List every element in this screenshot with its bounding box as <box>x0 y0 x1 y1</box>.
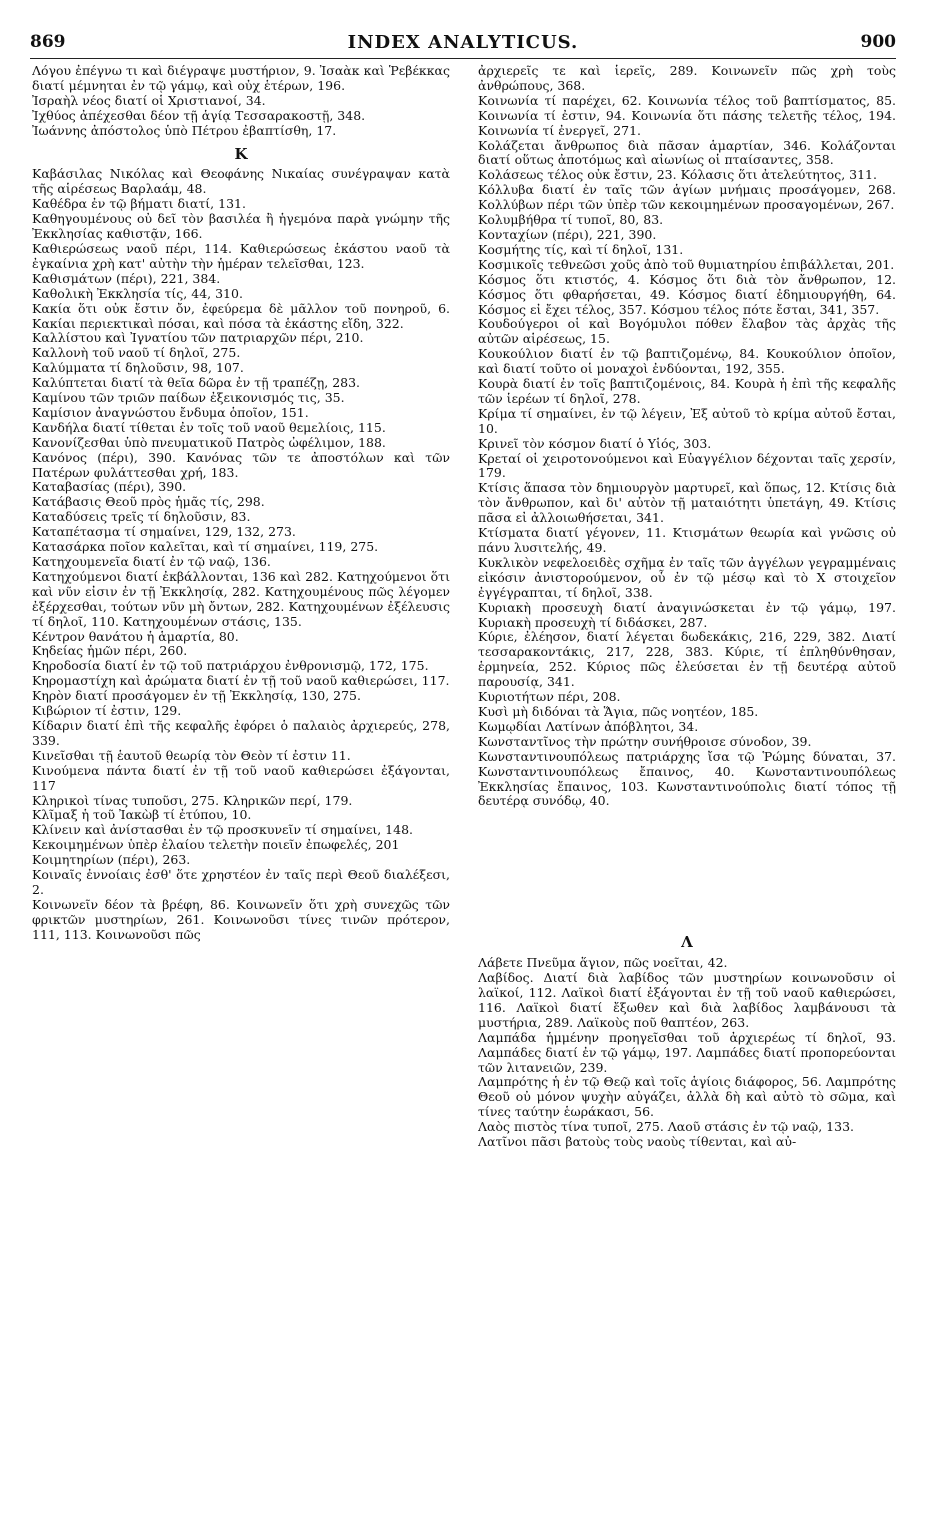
running-title: INDEX ANALYTICUS. <box>347 32 579 53</box>
index-entry: Κανονίζεσθαι ὑπὸ πνευματικοῦ Πατρὸς ὠφέλιμον, 188. <box>32 434 386 450</box>
index-entry: Κληρικοὶ τίνας τυποῦσι, 275. Κληρικῶν περί, 179. <box>32 792 353 808</box>
index-entry: Κυκλικὸν νεφελοειδὲς σχῆμα ἐν ταῖς τῶν ἀγγέλων γεγραμμέναις εἰκόσιν ἀνιστορούμενον, οὗ ἐν τῷ μέσῳ καὶ τὸ Χ στοιχεῖον ἐγγέγραπται, τί δηλοῖ, 338. <box>478 554 896 600</box>
index-entry: Κουρὰ διατί ἐν τοῖς βαπτιζομένοις, 84. Κουρὰ ἡ ἐπὶ τῆς κεφαλῆς τῶν ἱερέων τί δηλοῖ, 278. <box>478 376 896 406</box>
index-entry: Κατηχούμενοι διατί ἐκβάλλονται, 136 καὶ 282. Κατηχούμενοι ὅτι καὶ νῦν εἰσιν ἐν τῇ Ἐκκλησίᾳ, 282. Κατηχουμένους πῶς λέγομεν ἐξέρχεσθαι, τούτων νῦν μὴ ὄντων, 282. Κατηχουμένων ἐξέλευσις τί δηλοῖ, 110. Κατηχουμένων στάσις, 135. <box>32 568 450 629</box>
index-entry: Καβάσιλας Νικόλας καὶ Θεοφάνης Νικαίας συνέγραψαν κατὰ τῆς αἱρέσεως Βαρλαάμ, 48. <box>32 166 450 197</box>
index-entry: Κιβώριον τί ἐστιν, 129. <box>32 703 182 719</box>
index-entry: Κλίνειν καὶ ἀνίστασθαι ἐν τῷ προσκυνεῖν τί σημαίνει, 148. <box>32 822 414 838</box>
index-entry: Κηδείας ἡμῶν πέρι, 260. <box>32 643 188 659</box>
index-entry: Κωνσταντῖνος τὴν πρώτην συνήθροισε σύνοδον, 39. <box>478 733 812 749</box>
index-entry: Λαμπρότης ἡ ἐν τῷ Θεῷ καὶ τοῖς ἁγίοις διάφορος, 56. Λαμπρότης Θεοῦ οὐ μόνον ψυχὴν αὐγάζει, ἀλλὰ δὴ καὶ αὐτὸ τὸ σῶμα, καὶ τίνες ταύτην ἑωράκασι, 56. <box>478 1074 896 1120</box>
left-entries-after-k <box>32 167 450 942</box>
index-entry: Καθέδρα ἐν τῷ βήματι διατί, 131. <box>32 196 246 212</box>
index-entry: Καλύπτεται διατί τὰ θεῖα δῶρα ἐν τῇ τραπέζῃ, 283. <box>32 375 361 391</box>
index-entry: Κωμῳδίαι Λατίνων ἀπόβλητοι, 34. <box>478 718 699 734</box>
section-letter-k: Κ <box>234 144 248 163</box>
index-entry: Λάβετε Πνεῦμα ἅγιον, πῶς νοεῖται, 42. <box>478 955 728 971</box>
index-entry: Κατάβασις Θεοῦ πρὸς ἡμᾶς τίς, 298. <box>32 494 265 510</box>
index-entry: Καταβασίας (πέρι), 390. <box>32 479 187 495</box>
right-entries-after-l <box>478 956 896 1150</box>
index-entry: Κηροδοσία διατί ἐν τῷ τοῦ πατριάρχου ἐνθρονισμῷ, 172, 175. <box>32 658 429 674</box>
index-entry: Καλλονὴ τοῦ ναοῦ τί δηλοῖ, 275. <box>32 345 241 361</box>
index-entry: Κοσμικοῖς τεθνεῶσι χοῦς ἀπὸ τοῦ θυμιατηρίου ἐπιβάλλεται, 201. <box>478 256 895 272</box>
index-entry: Καθολικὴ Ἐκκλησία τίς, 44, 310. <box>32 285 243 301</box>
index-entry: Κολυμβήθρα τί τυποῖ, 80, 83. <box>478 212 664 228</box>
index-entry: Κυριοτήτων πέρι, 208. <box>478 689 621 705</box>
index-entry: Κλῖμαξ ἡ τοῦ Ἰακὼβ τί ἐτύπου, 10. <box>32 807 252 823</box>
index-entry: Λαὸς πιστὸς τίνα τυποῖ, 275. Λαοῦ στάσις ἐν τῷ ναῷ, 133. <box>478 1119 855 1135</box>
index-entry: Λόγου ἐπέγνω τι καὶ διέγραψε μυστήριον, 9. Ἰσαὰκ καὶ Ῥεβέκκας διατί μέμνηται ἐν τῷ γάμῳ, καὶ οὐχ ἑτέρων, 196. <box>32 64 450 93</box>
left-column <box>32 64 450 1524</box>
index-entry: Λαβίδος. Διατί διὰ λαβίδος τῶν μυστηρίων κοινωνοῦσιν οἱ λαϊκοί, 112. Λαϊκοὶ διατί ἐξάγονται ἐν τῇ τοῦ ναοῦ καθιερώσει, 116. Λαϊκοὶ διατί ἔξωθεν καὶ διὰ λαβίδος λαμβάνουσι τὰ μυστήρια, 289. Λαϊκοὺς ποῦ θαπτέον, 263. <box>478 970 896 1030</box>
page-header <box>30 32 896 59</box>
index-entry: Κηρομαστίχη καὶ ἀρώματα διατί ἐν τῇ τοῦ ναοῦ καθιερώσει, 117. <box>32 673 450 689</box>
index-entry: Καλύμματα τί δηλοῦσιν, 98, 107. <box>32 360 244 376</box>
index-entry: Κινεῖσθαι τῇ ἑαυτοῦ θεωρίᾳ τὸν Θεὸν τί ἐστιν 11. <box>32 747 351 763</box>
index-entry: Κουδούγεροι οἱ καὶ Βογόμυλοι πόθεν ἔλαβον τὰς ἀρχὰς τῆς αὐτῶν αἱρέσεως, 15. <box>478 316 896 347</box>
index-entry: Λαμπάδα ἡμμένην προηγεῖσθαι τοῦ ἀρχιερέως τί δηλοῖ, 93. Λαμπάδες διατί ἐν τῷ γάμῳ, 197. Λαμπάδες διατί προπορεύονται τῶν λιτανειῶν, 239. <box>478 1029 896 1075</box>
index-entry: Κακία ὅτι οὐκ ἔστιν ὄν, ἐφεύρεμα δὲ μᾶλλον τοῦ πονηροῦ, 6. Κακίαι περιεκτικαὶ πόσαι, καὶ πόσα τὰ ἑκάστης εἴδη, 322. <box>32 300 450 331</box>
index-entry: Ἰχθύος ἀπέχεσθαι δέον τῇ ἁγίᾳ Τεσσαρακοστῇ, 348. <box>32 107 366 123</box>
index-entry: Κρίμα τί σημαίνει, ἐν τῷ λέγειν, Ἐξ αὐτοῦ τὸ κρίμα αὐτοῦ ἔσται, 10. <box>478 405 896 436</box>
section-letter-l: Λ <box>681 933 693 952</box>
index-entry: Ἰωάννης ἀπόστολος ὑπὸ Πέτρου ἐβαπτίσθη, 17. <box>32 122 337 138</box>
index-entry: Κανδήλα διατί τίθεται ἐν τοῖς τοῦ ναοῦ θεμελίοις, 115. <box>32 419 386 435</box>
index-entry: ἀρχιερεῖς τε καὶ ἱερεῖς, 289. Κοινωνεῖν πῶς χρὴ τοὺς ἀνθρώπους, 368. <box>478 64 896 93</box>
index-entry: Καθηγουμένους οὐ δεῖ τὸν βασιλέα ἢ ἡγεμόνα παρὰ γνώμην τῆς Ἐκκλησίας καθιστᾷν, 166. <box>32 211 450 242</box>
page-number-right: 900 <box>860 32 896 52</box>
index-entry: Κοσμήτης τίς, καὶ τί δηλοῖ, 131. <box>478 241 684 257</box>
index-entry: Κεκοιμημένων ὑπὲρ ἐλαίου τελετὴν ποιεῖν ἐπωφελές, 201 <box>32 837 400 853</box>
index-entry: Κυριακὴ προσευχὴ διατί ἀναγινώσκεται ἐν τῷ γάμῳ, 197. Κυριακὴ προσευχὴ τί διδάσκει, 287. <box>478 599 896 630</box>
index-entry: Κτίσις ἅπασα τὸν δημιουργὸν μαρτυρεῖ, καὶ ὅπως, 12. Κτίσις διὰ τὸν ἄνθρωπον, καὶ δι' αὐτὸν τῇ ματαιότητι ὑπετάγη, 49. Κτίσις πᾶσα εἰ ἀλλοιωθήσεται, 341. <box>478 480 896 526</box>
index-entry: Κηρὸν διατί προσάγομεν ἐν τῇ Ἐκκλησίᾳ, 130, 275. <box>32 688 361 704</box>
index-entry: Κτίσματα διατί γέγονεν, 11. Κτισμάτων θεωρία καὶ γνῶσις οὐ πάνυ λυσιτελής, 49. <box>478 525 896 555</box>
index-entry: Κυσὶ μὴ διδόναι τὰ Ἅγια, πῶς νοητέον, 185. <box>478 703 759 719</box>
index-entry: Κρινεῖ τὸν κόσμον διατί ὁ Υἱός, 303. <box>478 435 712 451</box>
index-entry: Λατῖνοι πᾶσι βατοὺς τοὺς ναοὺς τίθενται, καὶ αὐ- <box>478 1134 797 1150</box>
index-entry: Κρεταί οἱ χειροτονούμενοι καὶ Εὐαγγέλιον δέχονται ταῖς χερσίν, 179. <box>478 450 896 481</box>
index-entry: Κοιναῖς ἐννοίαις ἐσθ' ὅτε χρηστέον ἐν ταῖς περὶ Θεοῦ διαλέξεσι, 2. <box>32 867 450 897</box>
index-entry: Κύριε, ἐλέησον, διατί λέγεται δωδεκάκις, 216, 229, 382. Διατί τεσσαρακοντάκις, 217, 228, 383. Κύριε, τί ἐπληθύνθησαν, ἑρμηνεία, 252. Κύριος πῶς ἐλεύσεται ἐν τῇ δευτέρᾳ αὐτοῦ παρουσίᾳ, 341. <box>478 629 896 690</box>
index-entry: Κινούμενα πάντα διατί ἐν τῇ τοῦ ναοῦ καθιερώσει ἐξάγονται, 117 <box>32 762 450 793</box>
index-entry: Κοινωνία τί παρέχει, 62. Κοινωνία τέλος τοῦ βαπτίσματος, 85. Κοινωνία τί ἐστιν, 94. Κοινωνία ὅτι πάσης τελετῆς τέλος, 194. Κοινωνία τί ἐνεργεῖ, 271. <box>478 92 896 138</box>
index-entry: Κόσμος ὅτι κτιστός, 4. Κόσμος ὅτι διὰ τὸν ἄνθρωπον, 12. Κόσμος ὅτι φθαρήσεται, 49. Κόσμος διατί ἐδημιουργήθη, 64. Κόσμος εἰ ἔχει τέλος, 357. Κόσμου τέλος πότε ἔσται, 341, 357. <box>478 271 896 317</box>
section-gap <box>478 809 896 927</box>
index-entry: Κουκούλιον διατί ἐν τῷ βαπτιζομένῳ, 84. Κουκούλιον ὁποῖον, καὶ διατί τοῦτο οἱ μοναχοὶ ἐνδύονται, 192, 355. <box>478 346 896 377</box>
index-entry: Κέντρον θανάτου ἡ ἁμαρτία, 80. <box>32 628 239 644</box>
index-entry: Κονταχίων (πέρι), 221, 390. <box>478 226 657 242</box>
index-entry: Καταπέτασμα τί σημαίνει, 129, 132, 273. <box>32 524 296 540</box>
index-entry: Κοινωνεῖν δέον τὰ βρέφη, 86. Κοινωνεῖν ὅτι χρὴ συνεχῶς τῶν φρικτῶν μυστηρίων, 261. Κοινωνοῦσι τίνες τινῶν πρότερον, 111, 113. Κοινωνοῦσι πῶς <box>32 896 450 942</box>
page-number-left: 869 <box>30 32 66 52</box>
index-entry: Καμίνου τῶν τριῶν παίδων ἐξεικονισμός τις, 35. <box>32 390 345 406</box>
index-entry: Κοιμητηρίων (πέρι), 263. <box>32 852 191 868</box>
index-entry: Ἰσραὴλ νέος διατί οἱ Χριστιανοί, 34. <box>32 92 266 108</box>
index-entry: Κολάσεως τέλος οὐκ ἔστιν, 23. Κόλασις ὅτι ἀτελεύτητος, 311. <box>478 167 877 183</box>
left-entries-before-k <box>32 64 450 139</box>
right-entries-before-l <box>478 64 896 809</box>
index-entry: Κόλλυβα διατί ἐν ταῖς τῶν ἁγίων μνήμαις προσάγομεν, 268. Κολλύβων πέρι τῶν ὑπὲρ τῶν κεκοιμημένων προσαγομένων, 267. <box>478 182 896 213</box>
index-entry: Κατασάρκα ποῖον καλεῖται, καὶ τί σημαίνει, 119, 275. <box>32 539 379 555</box>
index-entry: Κανόνος (πέρι), 390. Κανόνας τῶν τε ἀποστόλων καὶ τῶν Πατέρων φυλάττεσθαι χρή, 183. <box>32 449 450 480</box>
index-entry: Κωνσταντινουπόλεως πατριάρχης ἴσα τῷ Ῥώμης δύναται, 37. Κωνσταντινουπόλεως ἔπαινος, 40. Κωνσταντινουπόλεως Ἐκκλησίας ἔπαινος, 103. Κωνσταντινούπολις διατί τόπος τῇ δευτέρᾳ συνόδῳ, 40. <box>478 748 896 809</box>
index-entry: Καθιερώσεως ναοῦ πέρι, 114. Καθιερώσεως ἑκάστου ναοῦ τὰ ἐγκαίνια χρὴ κατ' αὐτὴν τὴν ἡμέραν τελεῖσθαι, 123. <box>32 240 450 271</box>
index-entry: Καλλίστου καὶ Ἰγνατίου τῶν πατριαρχῶν πέρι, 210. <box>32 330 364 346</box>
index-entry: Κατηχουμενεῖα διατί ἐν τῷ ναῷ, 136. <box>32 554 271 569</box>
index-entry: Κολάζεται ἄνθρωπος διὰ πᾶσαν ἁμαρτίαν, 346. Κολάζονται διατί οὕτως ἀποτόμως καὶ αἰωνίως οἱ πταίσαντες, 358. <box>478 137 896 168</box>
index-entry: Καταδύσεις τρεῖς τί δηλοῦσιν, 83. <box>32 509 251 525</box>
index-entry: Καμίσιον ἀναγνώστου ἔνδυμα ὁποῖον, 151. <box>32 404 309 420</box>
right-column <box>478 64 896 1524</box>
index-entry: Καθισμάτων (πέρι), 221, 384. <box>32 270 221 286</box>
index-entry: Κίδαριν διατί ἐπὶ τῆς κεφαλῆς ἐφόρει ὁ παλαιὸς ἀρχιερεύς, 278, 339. <box>32 717 450 748</box>
